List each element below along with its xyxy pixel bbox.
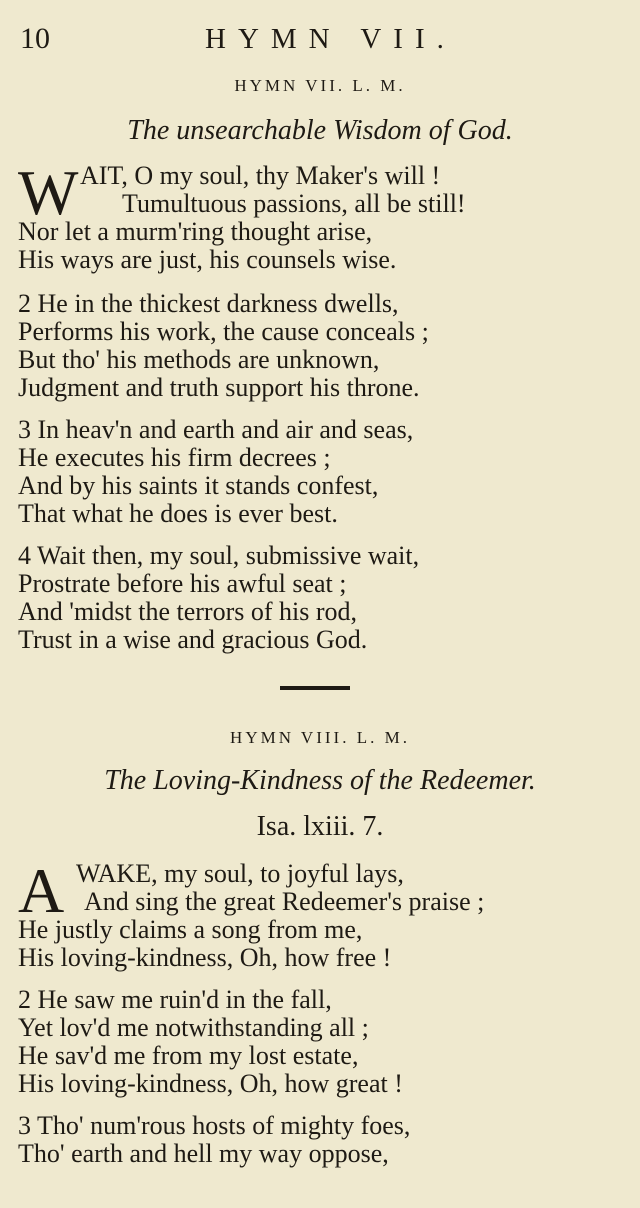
running-header	[20, 22, 620, 56]
running-title: HYMN VII.	[205, 23, 456, 55]
verse-line: Performs his work, the cause conceals ;	[18, 317, 429, 346]
verse-line: Yet lov'd me notwithstanding all ;	[18, 1013, 369, 1042]
hymn-8-stanza-1	[18, 855, 618, 972]
verse-line: 3 Tho' num'rous hosts of mighty foes,	[18, 1111, 411, 1140]
verse-line: Judgment and truth support his throne.	[18, 373, 420, 402]
hymn-7-stanza-3	[18, 416, 618, 528]
verse-line: Tho' earth and hell my way oppose,	[18, 1139, 389, 1168]
hymn-8-heading: HYMN VIII. L. M.	[230, 728, 410, 747]
verse-line: That what he does is ever best.	[18, 499, 338, 528]
verse-line: And 'midst the terrors of his rod,	[18, 597, 358, 626]
hymn-7-stanza-1	[18, 157, 618, 274]
verse-line: His loving-kindness, Oh, how free !	[18, 943, 392, 972]
page-number: 10	[20, 22, 50, 55]
drop-cap: A	[18, 855, 65, 926]
verse-line: Prostrate before his awful seat ;	[18, 569, 347, 598]
hymn-7-stanza-4	[18, 542, 618, 654]
drop-cap: W	[18, 157, 79, 228]
verse-line: His loving-kindness, Oh, how great !	[18, 1069, 403, 1098]
hymn-8-subtitle: The Loving-Kindness of the Redeemer.	[104, 765, 536, 796]
verse-line: 2 He saw me ruin'd in the fall,	[18, 985, 332, 1014]
verse-line: His ways are just, his counsels wise.	[18, 245, 397, 274]
section-divider	[280, 686, 350, 690]
verse-line: Nor let a murm'ring thought arise,	[18, 217, 373, 246]
verse-line: And by his saints it stands confest,	[18, 471, 379, 500]
verse-line: WAKE, my soul, to joyful lays,	[76, 859, 404, 888]
verse-line: 4 Wait then, my soul, submissive wait,	[18, 541, 420, 570]
verse-line: And sing the great Redeemer's praise ;	[84, 887, 485, 916]
hymn-7-subtitle: The unsearchable Wisdom of God.	[127, 115, 513, 146]
verse-line: He executes his firm decrees ;	[18, 443, 331, 472]
verse-line: But tho' his methods are unknown,	[18, 345, 380, 374]
verse-line: He sav'd me from my lost estate,	[18, 1041, 359, 1070]
hymn-8-stanza-2	[18, 986, 618, 1098]
hymn-8-stanza-3	[18, 1112, 618, 1168]
verse-line: Trust in a wise and gracious God.	[18, 625, 368, 654]
verse-line: Tumultuous passions, all be still!	[122, 189, 466, 218]
scripture-reference: Isa. lxiii. 7.	[256, 811, 384, 842]
verse-line: 3 In heav'n and earth and air and seas,	[18, 415, 414, 444]
verse-line: 2 He in the thickest darkness dwells,	[18, 289, 399, 318]
hymn-7-stanza-2	[18, 290, 618, 402]
verse-line: AIT, O my soul, thy Maker's will !	[80, 161, 441, 190]
hymn-7-heading: HYMN VII. L. M.	[234, 76, 406, 95]
verse-line: He justly claims a song from me,	[18, 915, 363, 944]
